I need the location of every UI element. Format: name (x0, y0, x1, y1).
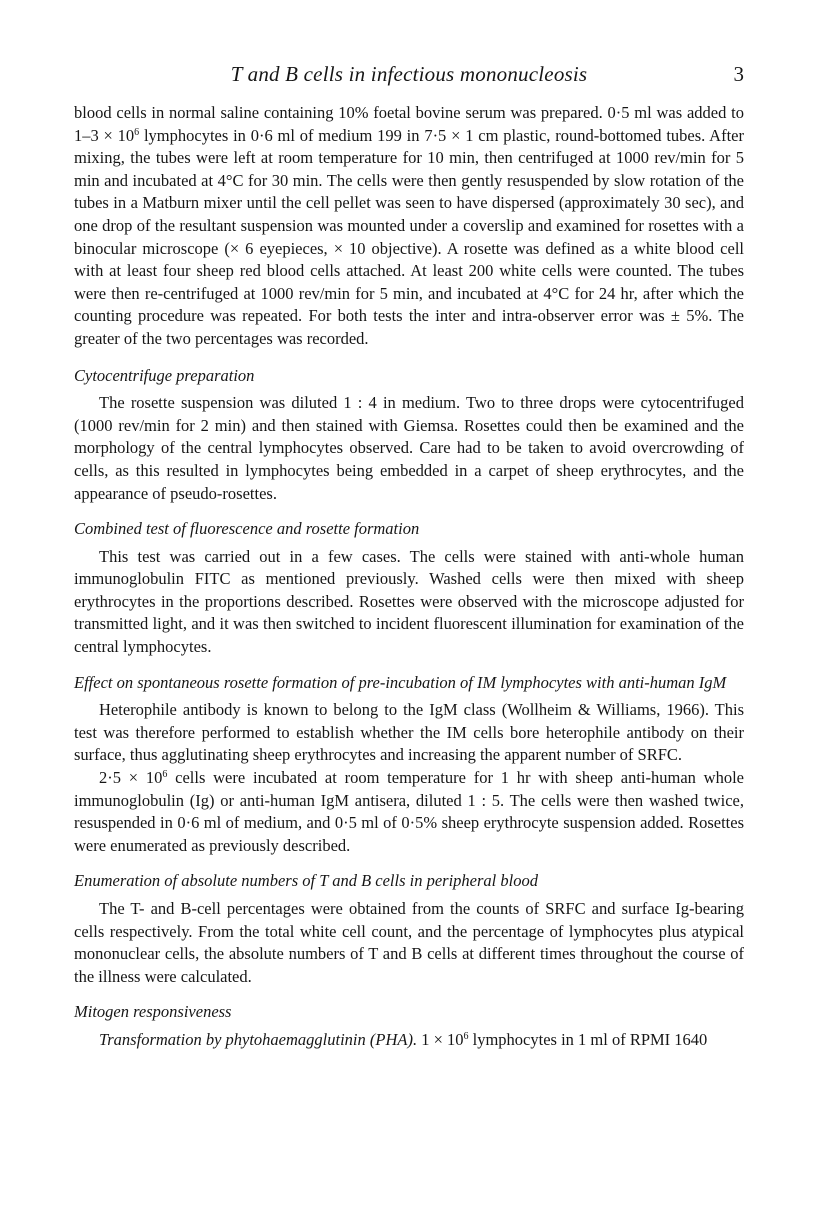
section-enumeration (74, 870, 744, 988)
section-cytocentrifuge (74, 365, 744, 506)
mitogen-subheading: Transformation by phytohaemagglutinin (PHA). (99, 1029, 418, 1049)
section-paragraph (74, 767, 744, 857)
mitogen-text-a: 1 × 10 (417, 1029, 464, 1049)
effect-text-a: 2·5 × 10 (99, 768, 163, 788)
intro-text-a: blood cells in normal saline containing 10% foetal bovine serum was prepared. 0·5 ml was added to 1–3 × 10 (74, 103, 744, 145)
running-title: T and B cells in infectious mononucleosis (230, 62, 588, 86)
section-paragraph: Heterophile antibody is known to belong to the IgM class (Wollheim & Williams, 1966). This test was therefore performed to establish whether the IM cells bore heterophile antibody on their surface, thus agglutinating sheep erythrocytes and increasing the apparent number of SRFC. (74, 700, 744, 765)
intro-paragraph (74, 102, 744, 351)
section-paragraph: This test was carried out in a few cases. The cells were stained with anti-whole human immunoglobulin FITC as mentioned previously. Washed cells were then mixed with sheep erythrocytes in the proportions described. Rosettes were observed with the microscope adjusted for transmitted light, and it was then switched to incident fluorescent illumination for examination of the central lymphocytes. (74, 546, 744, 657)
page-number: 3 (733, 62, 744, 86)
intro-text-b: lymphocytes in 0·6 ml of medium 199 in 7·5 × 1 cm plastic, round-bottomed tubes. After mixing, the tubes were left at room temperature for 10 min, then centrifuged at 1000 rev/min for 5 min and incubated at 4°C for 30 min. The cells were then gently resuspended by slow rotation of the tubes in a Matburn mixer until the cell pellet was seen to have dispersed (approximately 30 sec), and one drop of the resultant suspension was mounted under a coverslip and examined for rosettes with a binocular microscope (× 6 eyepieces, × 10 objective). A rosette was defined as a white blood cell with at least four sheep red blood cells attached. At least 200 white cells were counted. The tubes were then re-centrifuged at 1000 rev/min for 5 min, and incubated at 4°C for 24 hr, after which the counting procedure was repeated. For both tests the inter and intra-observer error was ± 5%. The greater of the two percentages was recorded. (74, 125, 744, 348)
mitogen-exponent: 6 (463, 1030, 469, 1042)
page (74, 62, 744, 1052)
effect-text-b: cells were incubated at room temperature for 1 hr with sheep anti-human whole immunoglobulin (Ig) or anti-human IgM antisera, diluted 1 : 5. The cells were then washed twice, resuspended in 0·6 ml of medium, and 0·5 ml of 0·5% sheep erythrocyte suspension added. Rosettes were enumerated as previously described. (74, 768, 744, 855)
section-mitogen (74, 1001, 744, 1051)
section-effect-preincubation (74, 672, 744, 858)
section-heading: Cytocentrifuge preparation (74, 365, 255, 385)
running-head (74, 62, 744, 92)
section-heading: Enumeration of absolute numbers of T and B cells in peripheral blood (74, 871, 538, 891)
section-paragraph: The rosette suspension was diluted 1 : 4 in medium. Two to three drops were cytocentrifuged (1000 rev/min for 2 min) and then stained with Giemsa. Rosettes could then be examined and the morphology of the central lymphocytes observed. Care had to be taken to avoid overcrowding of cells, as this resulted in lymphocytes being embedded in a carpet of sheep erythrocytes, and the appearance of pseudo-rosettes. (74, 393, 744, 503)
section-heading: Effect on spontaneous rosette formation of pre-incubation of IM lymphocytes with anti-human IgM (74, 672, 727, 692)
intro-exponent: 6 (134, 126, 140, 138)
section-heading: Mitogen responsiveness (74, 1002, 232, 1022)
section-paragraph (74, 1029, 744, 1052)
section-heading: Combined test of fluorescence and rosette formation (74, 519, 420, 539)
mitogen-text-b: lymphocytes in 1 ml of RPMI 1640 (468, 1029, 708, 1049)
effect-exponent: 6 (162, 769, 168, 781)
section-paragraph: The T- and B-cell percentages were obtained from the counts of SRFC and surface Ig-bearing cells respectively. From the total white cell count, and the percentage of lymphocytes plus atypical mononuclear cells, the absolute numbers of T and B cells at different times throughout the course of the illness were calculated. (74, 899, 744, 986)
section-combined-test (74, 518, 744, 659)
